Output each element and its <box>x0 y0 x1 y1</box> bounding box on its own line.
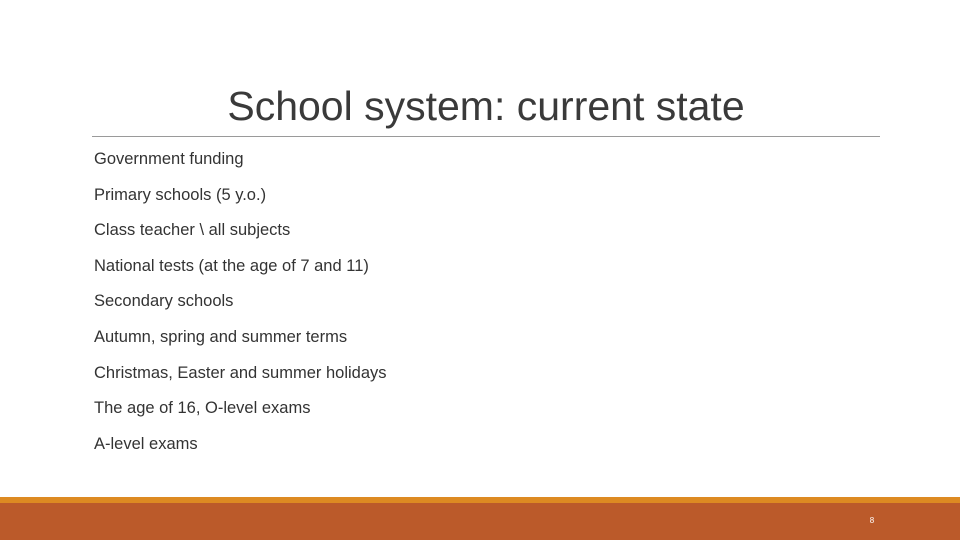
bullet-item: Secondary schools <box>94 292 234 311</box>
bullet-item: Government funding <box>94 150 244 168</box>
bullet-item: The age of 16, O-level exams <box>94 399 311 418</box>
bullet-item: Christmas, Easter and summer holidays <box>94 363 387 382</box>
bullet-item: Class teacher \ all subjects <box>94 221 291 240</box>
page-number: 8 <box>869 516 875 525</box>
bullet-item: Primary schools (5 y.o.) <box>94 185 267 204</box>
footer-band <box>0 503 960 540</box>
bullet-list <box>94 145 387 465</box>
bullet-item: National tests (at the age of 7 and 11) <box>94 256 369 275</box>
slide-title: School system: current state <box>227 83 745 129</box>
bullet-item: Autumn, spring and summer terms <box>94 327 348 346</box>
bullet-item: A-level exams <box>94 434 198 453</box>
title-divider <box>92 136 880 137</box>
